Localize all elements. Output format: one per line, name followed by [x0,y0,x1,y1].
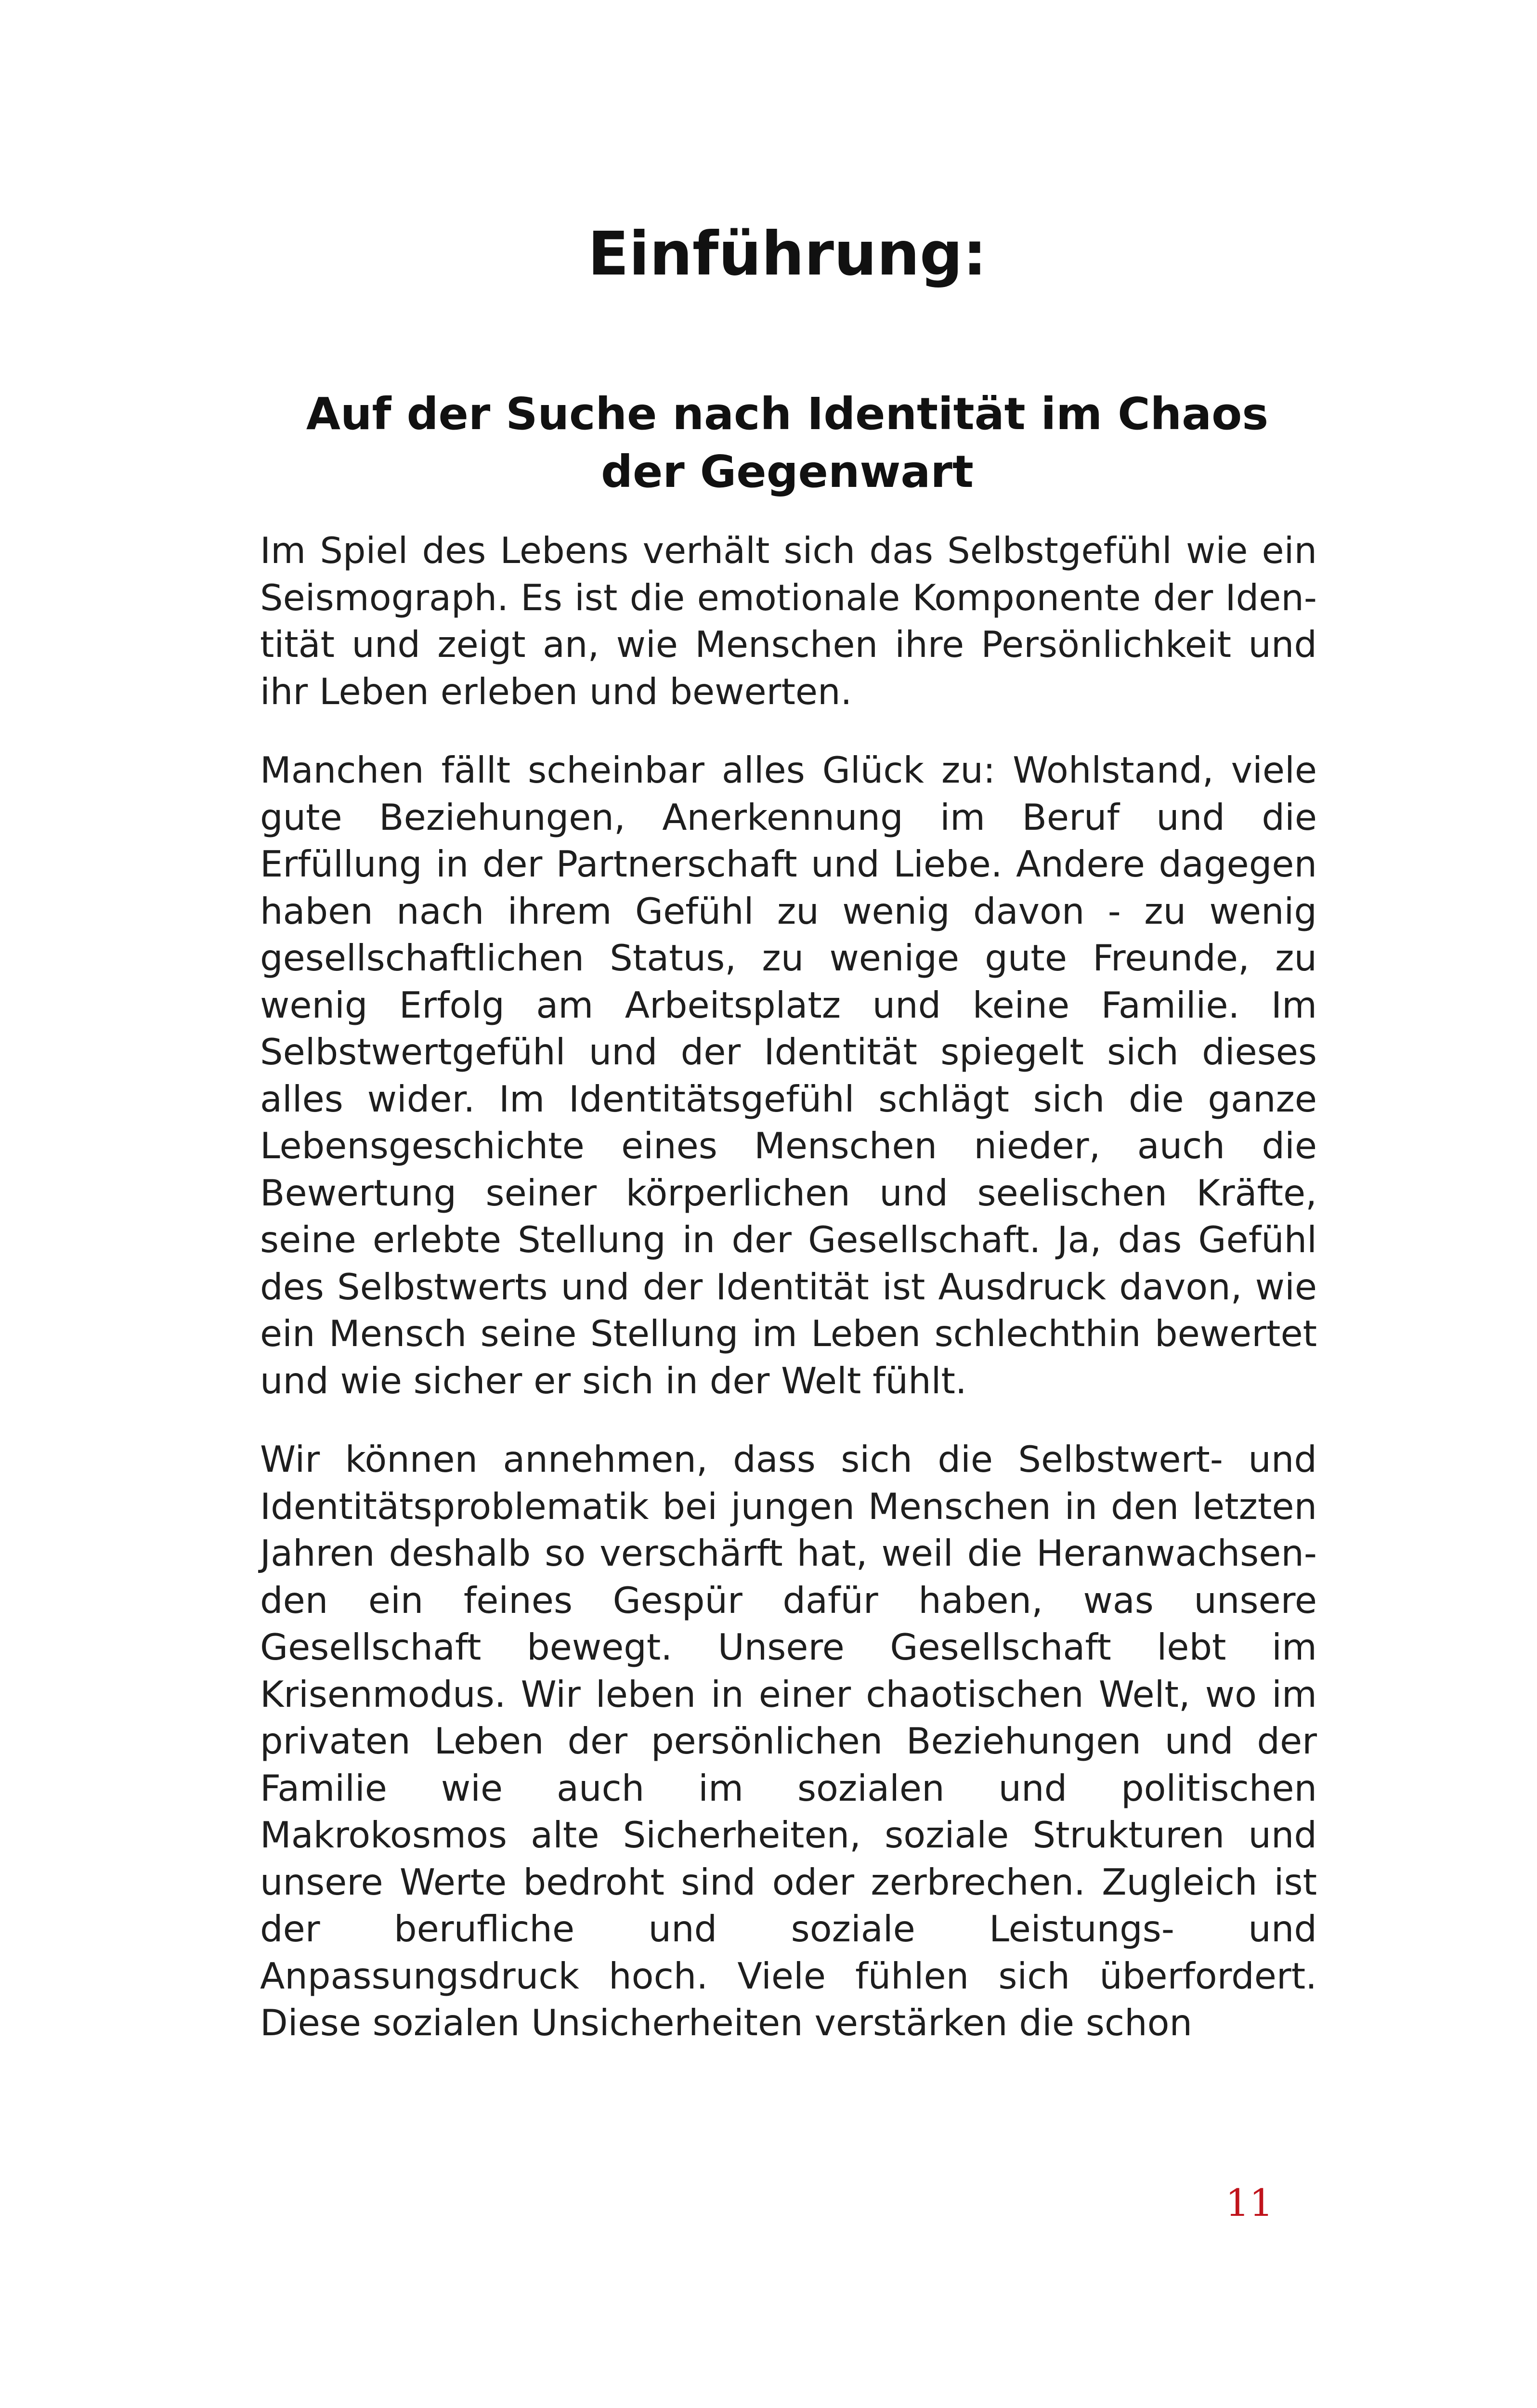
page-number: 11 [1225,2182,1274,2225]
section-title: Auf der Suche nach Identität im Chaos der Gegenwart [306,388,1269,497]
body-text [260,527,1317,2079]
paragraph: Im Spiel des Lebens verhält sich das Selbstgefühl wie ein Seismograph. Es ist die emotionale Komponente der Identität und zeigt an, wie Menschen ihre Persönlichkeit und ihr Leben erleben und bewerten. [260,529,1317,713]
chapter-title: Einführung: [587,219,987,289]
paragraph: Wir können annehmen, dass sich die Selbstwert- und Identitätsproblematik bei jungen Menschen in den letzten Jahren deshalb so verschärft hat, weil die Heranwachsenden ein feines Gespür dafür haben, was unsere Gesellschaft bewegt. Unsere Gesellschaft lebt im Krisenmodus. Wir leben in einer chaotischen Welt, wo im privaten Leben der persönlichen Beziehungen und der Familie wie auch im sozialen und politischen Makrokosmos alte Sicherheiten, soziale Strukturen und unsere Werte bedroht sind oder zerbrechen. Zugleich ist der berufliche und soziale Leistungs- und Anpassungsdruck hoch. Viele fühlen sich überfordert. Diese sozialen Unsicherheiten verstärken die schon [260,1438,1317,2044]
paragraph: Manchen fällt scheinbar alles Glück zu: Wohlstand, viele gute Beziehungen, Anerkennung im Beruf und die Erfüllung in der Partnerschaft und Liebe. Andere dagegen haben nach ihrem Gefühl zu wenig davon - zu wenig gesellschaftlichen Status, zu wenige gute Freunde, zu wenig Erfolg am Arbeitsplatz und keine Familie. Im Selbstwertgefühl und der Identität spiegelt sich dieses alles wider. Im Identitätsgefühl schlägt sich die ganze Lebensgeschichte eines Menschen nieder, auch die Bewertung seiner körperlichen und seelischen Kräfte, seine erlebte Stellung in der Gesellschaft. Ja, das Gefühl des Selbstwerts und der Identität ist Ausdruck davon, wie ein Mensch seine Stellung im Leben schlechthin bewertet und wie sicher er sich in der Welt fühlt. [260,749,1317,1402]
